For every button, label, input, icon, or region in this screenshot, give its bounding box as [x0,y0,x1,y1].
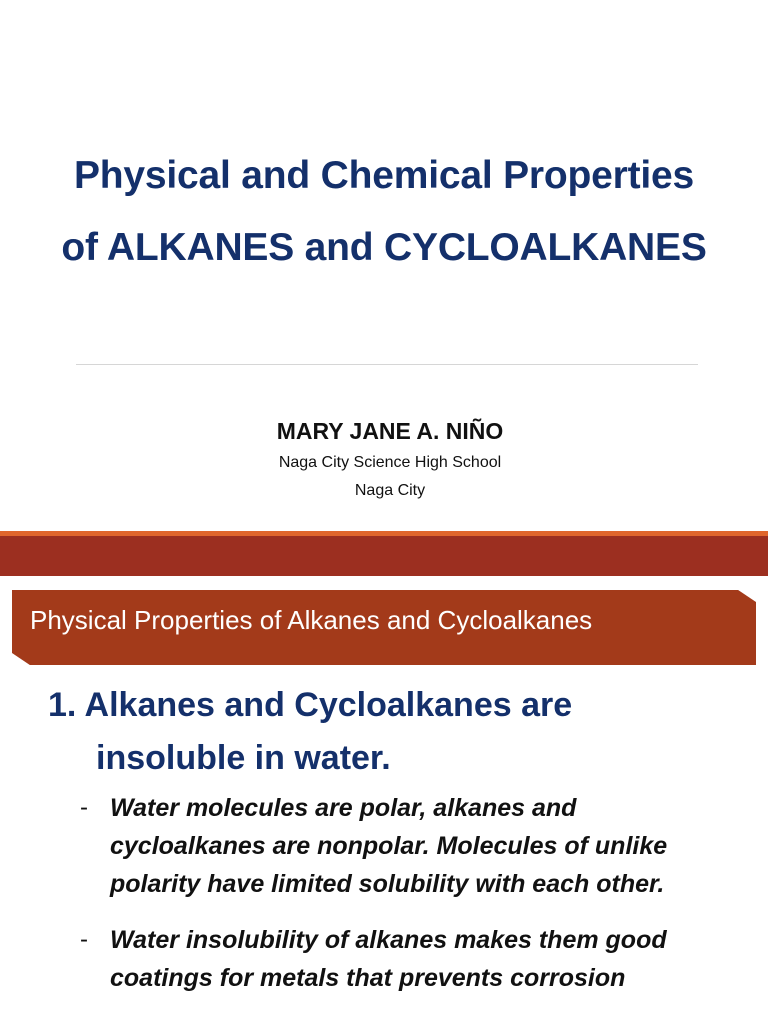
main-point-line-1: 1. Alkanes and Cycloalkanes are [48,686,573,724]
slide-title-line-1: Physical and Chemical Properties [73,154,695,197]
author-school: Naga City Science High School [278,454,502,471]
bullet-1-line-1: Water molecules are polar, alkanes and [110,794,577,822]
bullet-1-line-3: polarity have limited solubility with each other. [110,870,665,898]
bullet-2-line-2: coatings for metals that prevents corrosion [110,964,626,992]
author-city: Naga City [354,482,426,499]
author-name: MARY JANE A. NIÑO [276,418,504,444]
slide-title-line-2: of ALKANES and CYCLOALKANES [61,226,707,269]
content-slide [0,576,768,1024]
bullet-1-line-2: cycloalkanes are nonpolar. Molecules of unlike [110,832,668,860]
bullet-2-line-1: Water insolubility of alkanes makes them good [110,926,667,954]
title-divider [76,364,698,365]
bullet-dash-1: - [80,794,88,821]
section-banner-title: Physical Properties of Alkanes and Cycloalkanes [30,605,593,635]
slide-footer-band [0,536,768,576]
bullet-dash-2: - [80,926,88,953]
main-point-line-2: insoluble in water. [96,739,391,777]
